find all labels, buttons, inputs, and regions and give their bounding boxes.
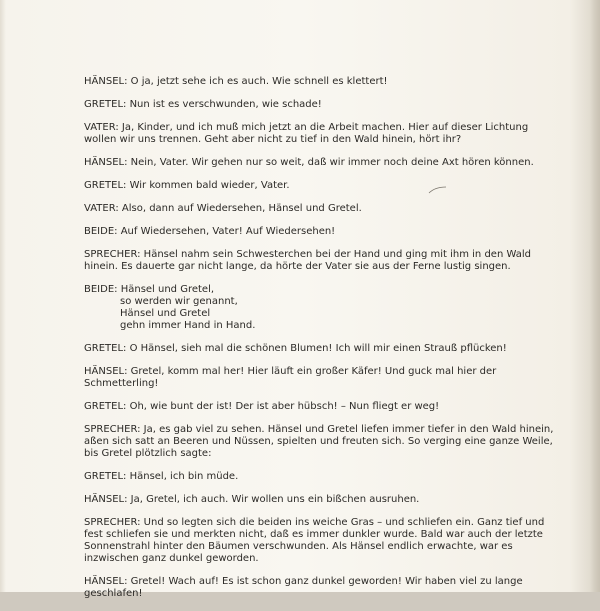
dialogue-paragraph bbox=[84, 576, 562, 600]
dialogue-line: Ja, es gab viel zu sehen. Hänsel und Gretel liefen immer tiefer in den Wald hinein, aßen sich satt an Beeren und Nüssen, spielten und freuten sich. So verging eine ganze Weile, bis Gretel plötzlich sagte: bbox=[84, 424, 554, 459]
dialogue-paragraph bbox=[84, 366, 562, 390]
dialogue-paragraph bbox=[84, 424, 562, 460]
dialogue-line: Gretel, komm mal her! Hier läuft ein großer Käfer! Und guck mal hier der Schmetterling! bbox=[84, 366, 497, 389]
dialogue-line: Auf Wiedersehen, Vater! Auf Wiedersehen! bbox=[120, 226, 336, 237]
dialogue-line: Also, dann auf Wiedersehen, Hänsel und Gretel. bbox=[121, 203, 362, 214]
dialogue-text bbox=[84, 76, 562, 611]
speaker-label: BEIDE: bbox=[84, 226, 118, 237]
song-verse bbox=[84, 284, 562, 332]
speaker-label: VATER: bbox=[84, 122, 119, 133]
dialogue-line: Hänsel nahm sein Schwesterchen bei der Hand und ging mit ihm in den Wald hinein. Es dauerte gar nicht lange, da hörte der Vater sie aus der Ferne lustig singen. bbox=[84, 249, 531, 272]
dialogue-paragraph bbox=[84, 401, 562, 413]
dialogue-line: Gretel! Wach auf! Es ist schon ganz dunkel geworden! Wir haben viel zu lange geschlafen! bbox=[84, 576, 523, 599]
speaker-label: BEIDE: bbox=[84, 284, 118, 295]
dialogue-line: O Hänsel, sieh mal die schönen Blumen! Ich will mir einen Strauß pflücken! bbox=[129, 343, 507, 354]
dialogue-line: O ja, jetzt sehe ich es auch. Wie schnell es klettert! bbox=[130, 76, 388, 87]
dialogue-paragraph bbox=[84, 76, 562, 88]
speaker-label: SPRECHER: bbox=[84, 249, 141, 260]
dialogue-line: Und so legten sich die beiden ins weiche Gras – und schliefen ein. Ganz tief und fest schliefen sie und merkten nicht, daß es immer dunkler wurde. Bald war auch der letzte Sonnenstrahl hinter den Bäumen verschwunden. Als Hänsel endlich erwachte, war es inzwischen ganz dunkel geworden. bbox=[84, 517, 545, 564]
song-line: gehn immer Hand in Hand. bbox=[120, 320, 256, 331]
speaker-label: HÄNSEL: bbox=[84, 366, 128, 377]
speaker-label: GRETEL: bbox=[84, 471, 127, 482]
dialogue-paragraph bbox=[84, 343, 562, 355]
song-line: so werden wir genannt, bbox=[120, 296, 238, 307]
dialogue-paragraph bbox=[84, 517, 562, 565]
speaker-label: SPRECHER: bbox=[84, 424, 141, 435]
speaker-label: GRETEL: bbox=[84, 99, 127, 110]
dialogue-paragraph bbox=[84, 180, 562, 192]
speaker-label: GRETEL: bbox=[84, 343, 127, 354]
dialogue-paragraph bbox=[84, 494, 562, 506]
dialogue-line: Wir kommen bald wieder, Vater. bbox=[129, 180, 290, 191]
dialogue-line: Nein, Vater. Wir gehen nur so weit, daß wir immer noch deine Axt hören können. bbox=[130, 157, 534, 168]
song-line: Hänsel und Gretel, bbox=[120, 284, 215, 295]
dialogue-line: Nun ist es verschwunden, wie schade! bbox=[129, 99, 322, 110]
speaker-label: HÄNSEL: bbox=[84, 576, 128, 587]
speaker-label: VATER: bbox=[84, 203, 119, 214]
dialogue-line: Hänsel, ich bin müde. bbox=[129, 471, 239, 482]
dialogue-paragraph bbox=[84, 471, 562, 483]
speaker-label: HÄNSEL: bbox=[84, 76, 128, 87]
song-line: Hänsel und Gretel bbox=[120, 308, 211, 319]
dialogue-paragraph bbox=[84, 122, 562, 146]
dialogue-line: Oh, wie bunt der ist! Der ist aber hübsch! – Nun fliegt er weg! bbox=[129, 401, 440, 412]
speaker-label: HÄNSEL: bbox=[84, 157, 128, 168]
speaker-label: HÄNSEL: bbox=[84, 494, 128, 505]
speaker-label: SPRECHER: bbox=[84, 517, 141, 528]
speaker-label: GRETEL: bbox=[84, 180, 127, 191]
dialogue-paragraph bbox=[84, 203, 562, 215]
dialogue-line: Ja, Gretel, ich auch. Wir wollen uns ein bißchen ausruhen. bbox=[130, 494, 420, 505]
dialogue-paragraph bbox=[84, 226, 562, 238]
dialogue-paragraph bbox=[84, 249, 562, 273]
dialogue-paragraph bbox=[84, 99, 562, 111]
dialogue-line: Ja, Kinder, und ich muß mich jetzt an die Arbeit machen. Hier auf dieser Lichtung wollen wir uns trennen. Geht aber nicht zu tief in den Wald hinein, hört ihr? bbox=[84, 122, 529, 145]
speaker-label: GRETEL: bbox=[84, 401, 127, 412]
dialogue-paragraph bbox=[84, 157, 562, 169]
